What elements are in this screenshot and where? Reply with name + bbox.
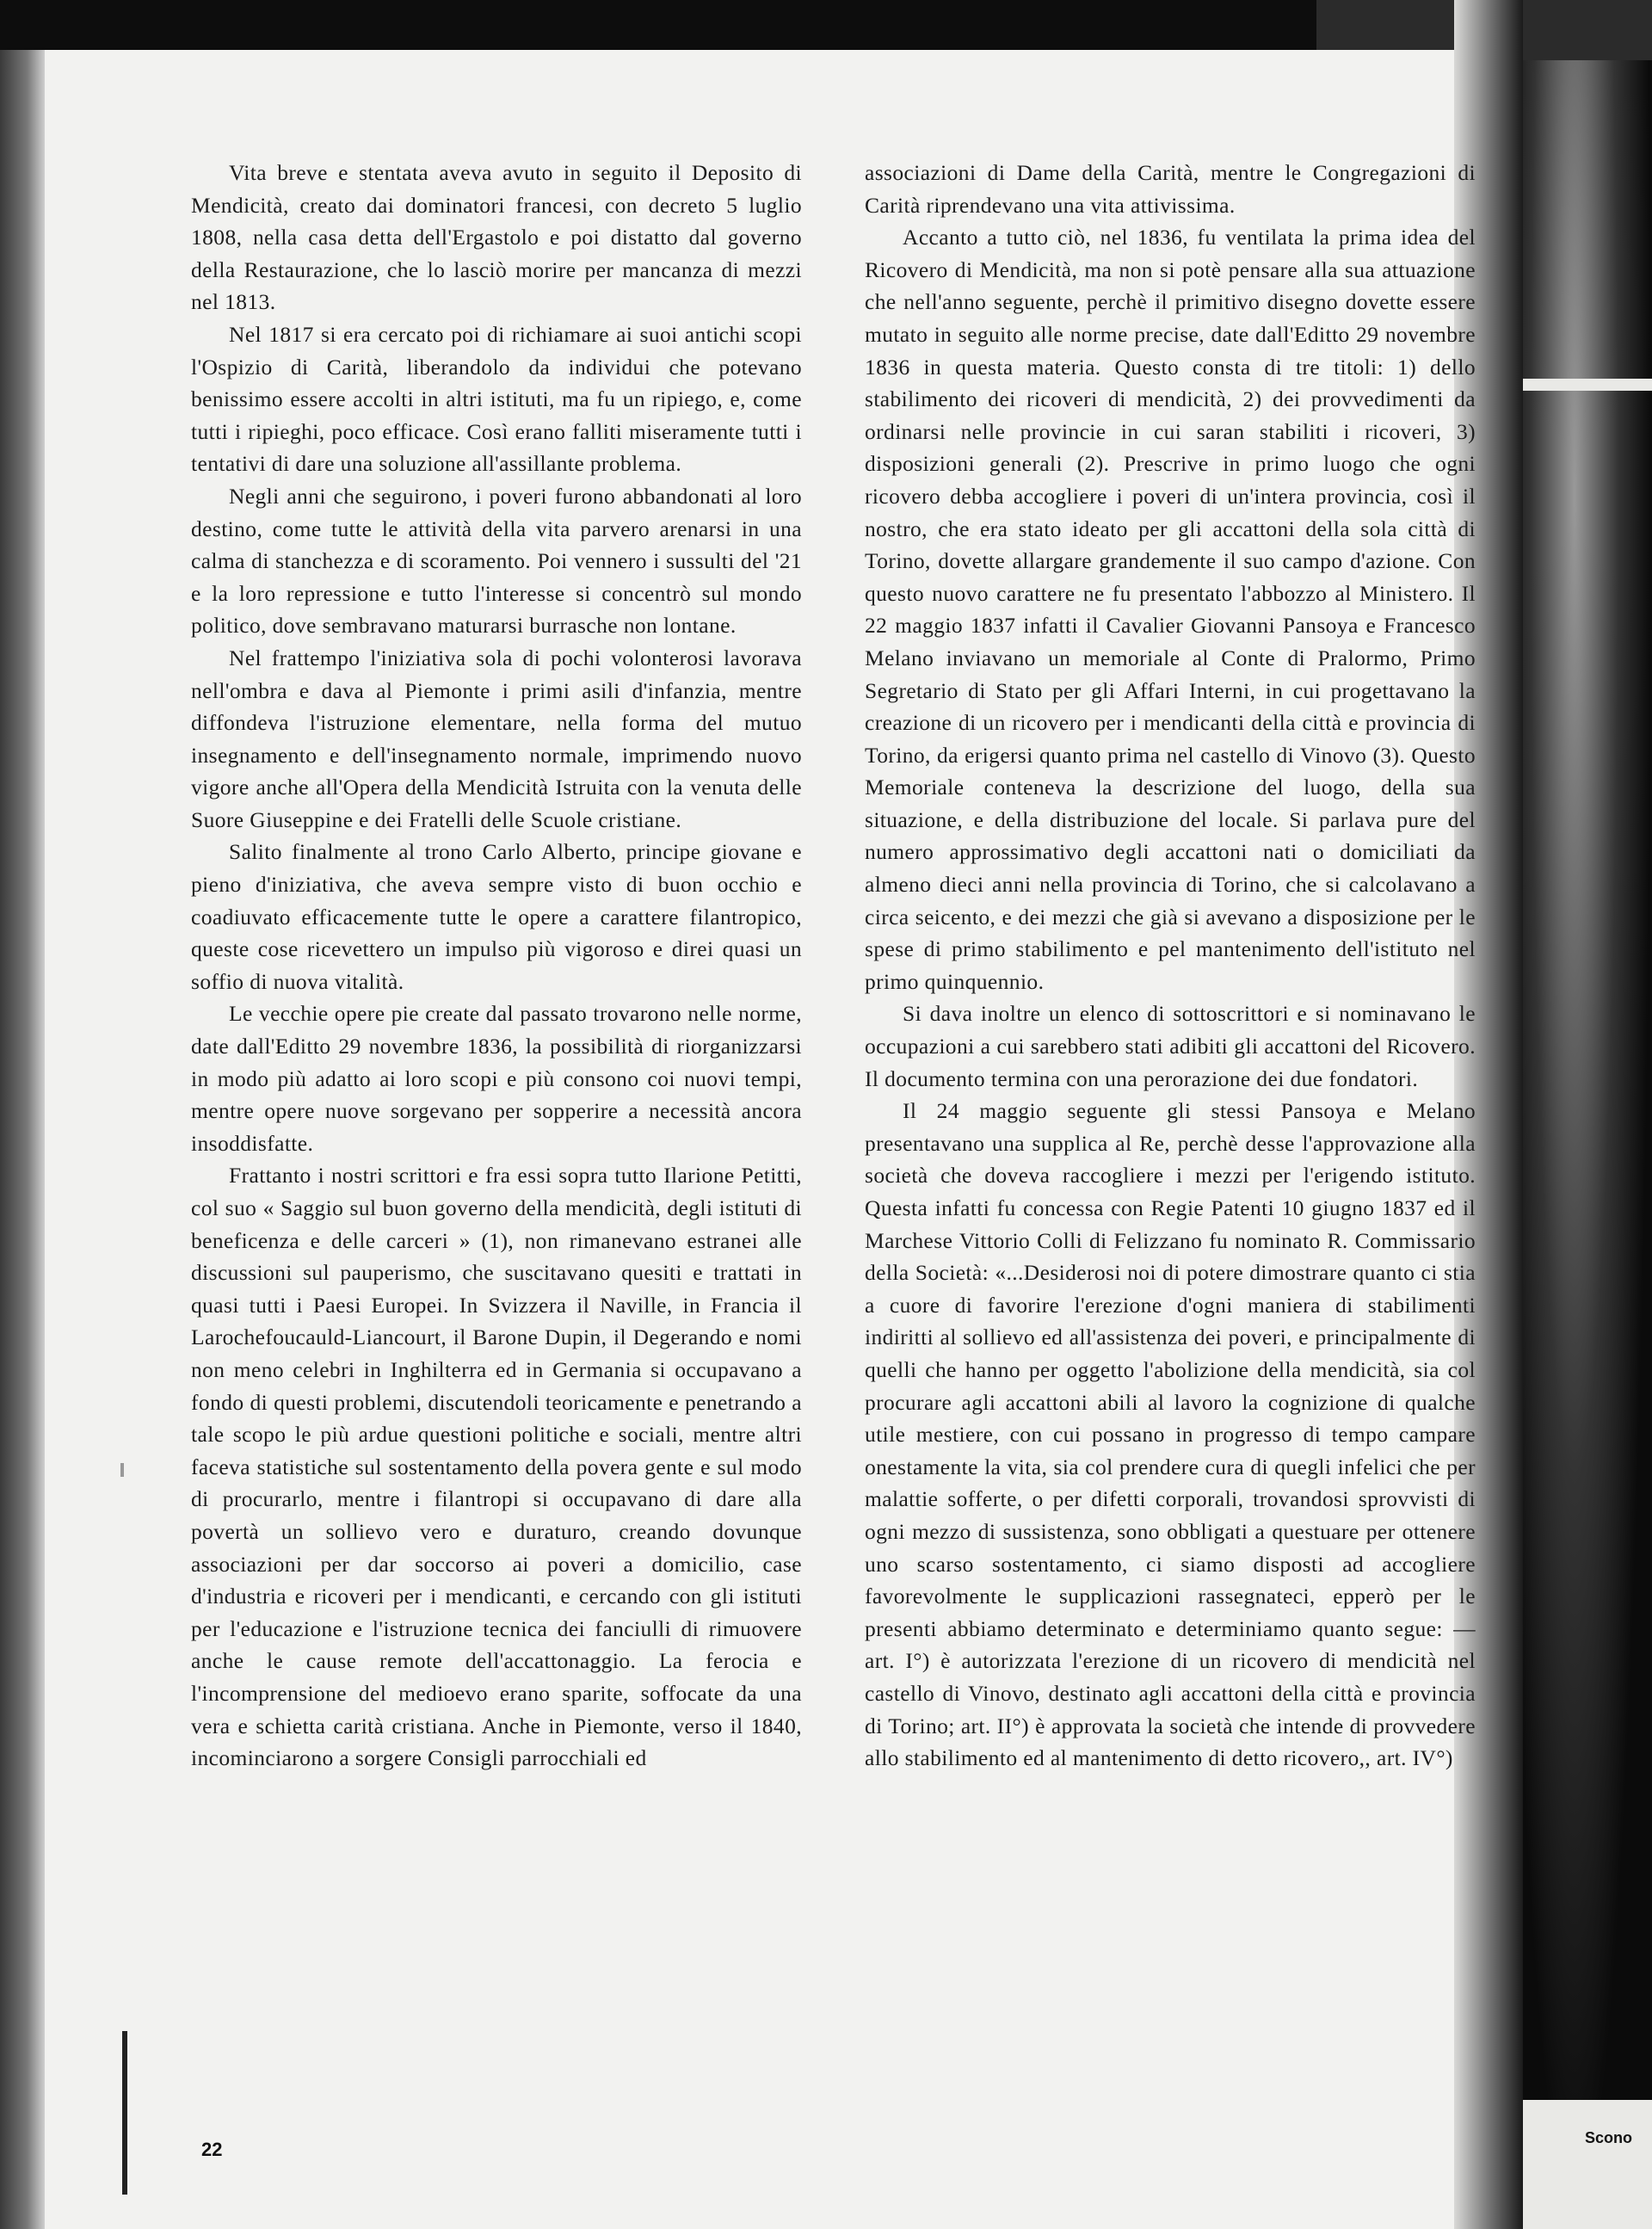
page-number: 22 xyxy=(201,2139,223,2160)
photo-caption-area xyxy=(1523,2100,1652,2229)
paragraph: Nel 1817 si era cercato poi di richiamare ai suoi antichi scopi l'Ospizio di Carità, liberandolo da individui che potevano benissimo essere accolti in altri istituti, ma fu un ripiego, e, come tutti i ripieghi, poco efficace. Così erano falliti miseramente tutti i tentativi di dare una soluzione all'assillante problema. xyxy=(191,321,802,477)
paragraph: Nel frattempo l'iniziativa sola di pochi volonterosi lavorava nell'ombra e dava al Piemonte i primi asili d'infanzia, mentre diffondeva l'istruzione elementare, nella forma del mutuo insegnamento e dell'insegnamento normale, imprimendo nuovo vigore anche all'Opera della Mendicità Istruita con la venuta delle Suore Giuseppine e dei Fratelli delle Scuole cristiane. xyxy=(191,645,802,832)
margin-bar xyxy=(122,2031,127,2195)
paragraph: Frattanto i nostri scrittori e fra essi sopra tutto Ilarione Petitti, col suo « Saggio sul buon governo della mendicità, degli istituti di beneficenza e delle carceri » (1), non rimanevano estranei alle discussioni sul pauperismo, che suscitavano quesiti e trattati in quasi tutti i Paesi Europei. In Svizzera il Naville, in Francia il Larochefoucauld-Liancourt, il Barone Dupin, il Degerando e nomi non meno celebri in Inghilterra ed in Germania si occupavano a fondo di questi problemi, discutendoli teoricamente e penetrando a tale scopo le più ardue questioni politiche e sociali, mentre altri faceva statistiche sul sostentamento della povera gente e sul modo di procurarlo, mentre i filantropi si occupavano di dare alla povertà un sollievo vero e duraturo, creando dovunque associazioni per dar soccorso ai poveri a domicilio, case d'industria e ricoveri per i mendicanti, e cercando con gli istituti per l'educazione e l'istruzione tecnica dei fanciulli di rimuovere anche le cause remote dell'accattonaggio. La ferocia e l'incomprensione del medioevo erano sparite, soffocate da una vera e schietta carità cristiana. Anche in Piemonte, verso il 1840, incominciarono a sorgere Consigli parrocchiali ed xyxy=(191,1163,802,1771)
left-page-edge xyxy=(0,50,45,2229)
photo-band xyxy=(1523,379,1652,391)
paragraph: Negli anni che seguirono, i poveri furono abbandonati al loro destino, come tutte le attività della vita parvero arenarsi in una calma di stanchezza e di scoramento. Poi vennero i sussulti del '21 e la loro repressione e tutto l'interesse si concentrò sul mondo politico, dove sembravano maturarsi burrasche non lontane. xyxy=(191,483,802,639)
paragraph: Le vecchie opere pie create dal passato trovarono nelle norme, date dall'Editto 29 novembre 1836, la possibilità di riorganizzarsi in modo più adatto ai loro scopi e più consono coi nuovi tempi, mentre opere nuove sorgevano per sopperire a necessità ancora insoddisfatte. xyxy=(191,1001,802,1156)
paragraph: Accanto a tutto ciò, nel 1836, fu ventilata la prima idea del Ricovero di Mendicità, ma non si potè pensare alla sua attuazione che nell'anno seguente, perchè il primitivo disegno dovette essere mutato in seguito alle norme precise, date dall'Editto 29 novembre 1836 in questa materia. Questo consta di tre titoli: 1) dello stabilimento dei ricoveri di mendicità, 2) dei provvedimenti da ordinarsi nelle provincie in cui saran stabiliti i ricoveri, 3) disposizioni generali (2). Prescrive in primo luogo che ogni ricovero debba accogliere i poveri di un'intera provincia, così il nostro, che era stato ideato per gli accattoni della sola città di Torino, dovette allargare grandemente il suo campo d'azione. Con questo nuovo carattere ne fu presentato l'abbozzo al Ministero. Il 22 maggio 1837 infatti il Cavalier Giovanni Pansoya e Francesco Melano inviavano un memoriale al Conte di Pralormo, Primo Segretario di Stato per gli Affari Interni, in cui progettavano la creazione di un ricovero per i mendicanti della città e provincia di Torino, da erigersi quanto prima nel castello di Vinovo (3). Questo Memoriale conteneva la descrizione del luogo, della sua situazione, e della distribuzione del locale. Si parlava pure del numero approssimativo degli accattoni nati o domiciliati da almeno dieci anni nella provincia di Torino, che si calcolavano a circa seicento, e dei mezzi che già si avevano a disposizione per le spese di primo stabilimento e pel mantenimento dell'istituto nel primo quinquennio. xyxy=(865,225,1476,994)
paragraph: associazioni di Dame della Carità, mentre le Congregazioni di Carità riprendevano una vita attivissima. xyxy=(865,160,1476,218)
left-text-column xyxy=(191,157,802,1775)
margin-mark xyxy=(120,1463,124,1477)
paragraph: Vita breve e stentata aveva avuto in seguito il Deposito di Mendicità, creato dai dominatori francesi, con decreto 5 luglio 1808, nella casa detta dell'Ergastolo e poi distatto dal governo della Restaurazione, che lo lasciò morire per mancanza di mezzi nel 1813. xyxy=(191,160,802,315)
adjacent-page-caption: Scono xyxy=(1585,2129,1633,2146)
paragraph: Salito finalmente al trono Carlo Alberto, principe giovane e pieno d'iniziativa, che aveva sempre visto di buon occhio e coadiuvato efficacemente tutte le opere a carattere filantropico, queste cose ricevettero un impulso più vigoroso e direi quasi un soffio di nuova vitalità. xyxy=(191,839,802,994)
top-black-bar xyxy=(0,0,1316,50)
paragraph: Il 24 maggio seguente gli stessi Pansoya e Melano presentavano una supplica al Re, perchè desse l'approvazione alla società che doveva raccogliere i mezzi per l'erigendo istituto. Questa infatti fu concessa con Regie Patenti 10 giugno 1837 ed il Marchese Vittorio Colli di Felizzano fu nominato R. Commissario della Società: «...Desiderosi noi di potere dimostrare quanto ci stia a cuore di favorire l'erezione d'ogni maniera di stabilimenti indiritti al sollievo ed all'assistenza dei poveri, e principalmente di quelli che hanno per oggetto l'abolizione della mendicità, sia col procurare agli accattoni abili al lavoro la cognizione di qualche utile mestiere, con cui possano in progresso di tempo campare onestamente la vita, sia col prendere cura di quegli infelici che per malattie sofferte, o per difetti corporali, trovandosi sprovvisti di ogni mezzo di sussistenza, sono obbligati a questuare per ottenere uno scarso sostentamento, ci siamo disposti ad accogliere favorevolmente le supplicazioni rassegnateci, epperò per le presenti abbiamo determinato e determiniamo quanto segue: — art. I°) è autorizzata l'erezione di un ricovero di mendicità nel castello di Vinovo, destinato agli accattoni della città e provincia di Torino; art. II°) è approvata la società che intende di provvedere allo stabilimento ed al mantenimento di detto ricovero,, art. IV°) xyxy=(865,1098,1476,1771)
right-text-column xyxy=(865,157,1476,1775)
paragraph: Si dava inoltre un elenco di sottoscrittori e si nominavano le occupazioni a cui sarebbero stati adibiti gli accattoni del Ricovero. Il documento termina con una perorazione dei due fondatori. xyxy=(865,1001,1476,1091)
